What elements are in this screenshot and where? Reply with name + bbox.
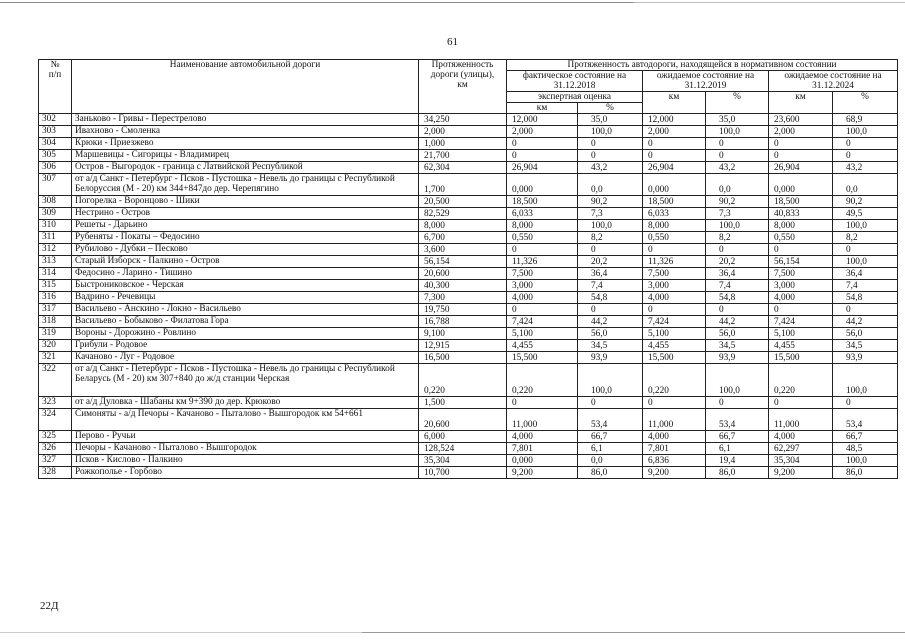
road-name-cell: Грибули - Родовое (72, 340, 419, 352)
header-road-name: Наименование автомобильной дороги (72, 60, 419, 114)
footer-code: 22Д (40, 600, 59, 612)
roads-table (38, 59, 898, 479)
actual-km-cell: 18,500 (507, 196, 578, 208)
table-row (39, 162, 898, 174)
road-name-cell: Быстрониковское - Черская (72, 280, 419, 292)
road-name-cell: Печоры - Качаново - Пыталово - Вышгородок (72, 443, 419, 455)
table-row (39, 364, 898, 397)
road-length-cell: 128,524 (419, 443, 507, 455)
road-name-cell: Качаново - Луг - Родовое (72, 352, 419, 364)
actual-km-cell: 3,000 (507, 280, 578, 292)
road-length-cell: 3,600 (419, 244, 507, 256)
expected-2019-pct-cell: 19,4 (706, 455, 769, 467)
road-length-cell: 1,700 (419, 174, 507, 196)
row-number-cell: 321 (39, 352, 72, 364)
page-number: 61 (447, 36, 458, 48)
row-number-cell: 324 (39, 409, 72, 431)
expected-2019-km-cell: 5,100 (643, 328, 706, 340)
expected-2024-km-cell: 9,200 (769, 467, 833, 479)
actual-km-cell: 7,801 (507, 443, 578, 455)
expected-2019-km-cell: 15,500 (643, 352, 706, 364)
table-row (39, 409, 898, 431)
header-actual-2018: фактическое состояние на 31.12.2018 (507, 71, 643, 92)
expected-2024-km-cell: 0,000 (769, 174, 833, 196)
expected-2024-km-cell: 18,500 (769, 196, 833, 208)
table-row (39, 232, 898, 244)
row-number-cell: 310 (39, 220, 72, 232)
road-length-cell: 82,529 (419, 208, 507, 220)
road-name-cell: Васильево - Бобыково - Филатова Гора (72, 316, 419, 328)
row-number-cell: 306 (39, 162, 72, 174)
expected-2024-km-cell: 3,000 (769, 280, 833, 292)
road-name-cell: Маршевицы - Сигорицы - Владимирец (72, 150, 419, 162)
actual-pct-cell: 100,0 (578, 364, 643, 397)
road-name-cell: Вадрино - Речевицы (72, 292, 419, 304)
table-row (39, 196, 898, 208)
row-number-cell: 308 (39, 196, 72, 208)
header-pct-2019: % (706, 92, 769, 114)
expected-2019-km-cell: 12,000 (643, 114, 706, 126)
row-number-cell: 323 (39, 397, 72, 409)
expected-2024-pct-cell: 68,9 (833, 114, 898, 126)
actual-km-cell: 4,455 (507, 340, 578, 352)
expected-2024-pct-cell: 100,0 (833, 126, 898, 138)
actual-pct-cell: 54,8 (578, 292, 643, 304)
expected-2019-pct-cell: 54,8 (706, 292, 769, 304)
expected-2019-km-cell: 8,000 (643, 220, 706, 232)
road-length-cell: 21,700 (419, 150, 507, 162)
table-row (39, 340, 898, 352)
road-name-cell: Рубилово - Дубки – Песково (72, 244, 419, 256)
actual-pct-cell: 36,4 (578, 268, 643, 280)
expected-2019-pct-cell: 0 (706, 244, 769, 256)
expected-2024-pct-cell: 0 (833, 244, 898, 256)
expected-2024-km-cell: 7,500 (769, 268, 833, 280)
expected-2024-pct-cell: 100,0 (833, 364, 898, 397)
actual-pct-cell: 0 (578, 304, 643, 316)
expected-2024-km-cell: 5,100 (769, 328, 833, 340)
expected-2024-pct-cell: 100,0 (833, 455, 898, 467)
road-length-cell: 40,300 (419, 280, 507, 292)
actual-pct-cell: 35,0 (578, 114, 643, 126)
table-row (39, 268, 898, 280)
actual-pct-cell: 90,2 (578, 196, 643, 208)
row-number-cell: 314 (39, 268, 72, 280)
row-number-cell: 325 (39, 431, 72, 443)
actual-pct-cell: 8,2 (578, 232, 643, 244)
road-name-cell: Старый Изборск - Палкино - Остров (72, 256, 419, 268)
actual-km-cell: 0,220 (507, 364, 578, 397)
table-row (39, 244, 898, 256)
expected-2019-pct-cell: 93,9 (706, 352, 769, 364)
row-number-cell: 319 (39, 328, 72, 340)
road-name-cell: Заньково - Гривы - Перестрелово (72, 114, 419, 126)
table-row (39, 443, 898, 455)
road-length-cell: 10,700 (419, 467, 507, 479)
expected-2024-pct-cell: 86,0 (833, 467, 898, 479)
actual-km-cell: 7,424 (507, 316, 578, 328)
expected-2019-pct-cell: 53,4 (706, 409, 769, 431)
table-row (39, 304, 898, 316)
expected-2024-pct-cell: 7,4 (833, 280, 898, 292)
road-length-cell: 7,300 (419, 292, 507, 304)
actual-pct-cell: 53,4 (578, 409, 643, 431)
actual-km-cell: 0 (507, 150, 578, 162)
road-length-cell: 34,250 (419, 114, 507, 126)
header-pct-2018: % (578, 103, 643, 114)
actual-km-cell: 5,100 (507, 328, 578, 340)
road-name-cell: Рубеняты - Покаты – Федосино (72, 232, 419, 244)
expected-2019-km-cell: 18,500 (643, 196, 706, 208)
expected-2019-km-cell: 2,000 (643, 126, 706, 138)
header-km-2024: км (769, 92, 833, 114)
header-expected-2024: ожидаемое состояние на 31.12.2024 (769, 71, 898, 92)
expected-2019-km-cell: 9,200 (643, 467, 706, 479)
expected-2024-pct-cell: 36,4 (833, 268, 898, 280)
road-length-cell: 12,915 (419, 340, 507, 352)
expected-2019-km-cell: 0,000 (643, 174, 706, 196)
header-expected-2019: ожидаемое состояние на 31.12.2019 (643, 71, 769, 92)
actual-km-cell: 0 (507, 397, 578, 409)
road-length-cell: 19,750 (419, 304, 507, 316)
expected-2019-km-cell: 11,326 (643, 256, 706, 268)
row-number-cell: 303 (39, 126, 72, 138)
row-number-cell: 309 (39, 208, 72, 220)
road-name-cell: Остров - Выгородок - граница с Латвийской Республикой (72, 162, 419, 174)
road-length-cell: 9,100 (419, 328, 507, 340)
row-number-cell: 318 (39, 316, 72, 328)
actual-pct-cell: 6,1 (578, 443, 643, 455)
expected-2019-pct-cell: 0 (706, 150, 769, 162)
actual-pct-cell: 100,0 (578, 126, 643, 138)
expected-2024-km-cell: 26,904 (769, 162, 833, 174)
table-row (39, 208, 898, 220)
actual-pct-cell: 7,3 (578, 208, 643, 220)
row-number-cell: 327 (39, 455, 72, 467)
table-row (39, 316, 898, 328)
header-expert-estimate: экспертная оценка (507, 92, 643, 103)
expected-2019-km-cell: 4,455 (643, 340, 706, 352)
expected-2024-km-cell: 4,455 (769, 340, 833, 352)
expected-2024-pct-cell: 0 (833, 150, 898, 162)
expected-2019-pct-cell: 6,1 (706, 443, 769, 455)
actual-pct-cell: 0 (578, 150, 643, 162)
expected-2024-km-cell: 0 (769, 397, 833, 409)
road-length-cell: 20,600 (419, 268, 507, 280)
table-row (39, 397, 898, 409)
road-length-cell: 2,000 (419, 126, 507, 138)
actual-pct-cell: 44,2 (578, 316, 643, 328)
expected-2019-km-cell: 0 (643, 138, 706, 150)
expected-2019-km-cell: 6,836 (643, 455, 706, 467)
road-length-cell: 20,600 (419, 409, 507, 431)
expected-2019-pct-cell: 20,2 (706, 256, 769, 268)
expected-2024-pct-cell: 43,2 (833, 162, 898, 174)
expected-2019-pct-cell: 90,2 (706, 196, 769, 208)
expected-2019-km-cell: 6,033 (643, 208, 706, 220)
expected-2019-pct-cell: 0 (706, 304, 769, 316)
actual-km-cell: 11,000 (507, 409, 578, 431)
row-number-cell: 315 (39, 280, 72, 292)
expected-2019-pct-cell: 43,2 (706, 162, 769, 174)
expected-2024-pct-cell: 0 (833, 138, 898, 150)
expected-2024-km-cell: 7,424 (769, 316, 833, 328)
expected-2024-km-cell: 23,600 (769, 114, 833, 126)
actual-pct-cell: 0 (578, 397, 643, 409)
actual-km-cell: 0 (507, 244, 578, 256)
actual-pct-cell: 56,0 (578, 328, 643, 340)
road-length-cell: 6,700 (419, 232, 507, 244)
table-row (39, 280, 898, 292)
road-name-cell: Решеты - Дарьино (72, 220, 419, 232)
actual-km-cell: 12,000 (507, 114, 578, 126)
table-row (39, 467, 898, 479)
header-length: Протяженность дороги (улицы), км (419, 60, 507, 114)
row-number-cell: 328 (39, 467, 72, 479)
expected-2019-km-cell: 7,424 (643, 316, 706, 328)
actual-pct-cell: 7,4 (578, 280, 643, 292)
expected-2019-km-cell: 0 (643, 244, 706, 256)
bottom-border-line (0, 632, 905, 633)
expected-2019-pct-cell: 100,0 (706, 364, 769, 397)
expected-2019-pct-cell: 66,7 (706, 431, 769, 443)
expected-2024-km-cell: 0 (769, 150, 833, 162)
road-name-cell: Вороны - Дорожино - Ровлино (72, 328, 419, 340)
table-row (39, 256, 898, 268)
actual-pct-cell: 86,0 (578, 467, 643, 479)
actual-km-cell: 0,000 (507, 174, 578, 196)
header-norm-group: Протяженность автодороги, находящейся в нормативном состоянии (507, 60, 898, 71)
table-row (39, 126, 898, 138)
actual-pct-cell: 0,0 (578, 174, 643, 196)
road-length-cell: 1,500 (419, 397, 507, 409)
expected-2019-pct-cell: 86,0 (706, 467, 769, 479)
expected-2024-pct-cell: 100,0 (833, 220, 898, 232)
expected-2024-pct-cell: 8,2 (833, 232, 898, 244)
actual-km-cell: 4,000 (507, 292, 578, 304)
road-name-cell: Рожкопольe - Горбово (72, 467, 419, 479)
expected-2024-km-cell: 62,297 (769, 443, 833, 455)
expected-2019-km-cell: 3,000 (643, 280, 706, 292)
expected-2019-pct-cell: 100,0 (706, 220, 769, 232)
road-name-cell: Погорелка - Воронцово - Шики (72, 196, 419, 208)
road-length-cell: 8,000 (419, 220, 507, 232)
table-row (39, 292, 898, 304)
expected-2019-km-cell: 0 (643, 304, 706, 316)
road-name-cell: от а/д Санкт - Петербург - Псков - Пустошка - Невель до границы с Республикой Беларусь (М - 20) км 307+840 до ж/д станции Черская (72, 364, 419, 397)
expected-2024-pct-cell: 100,0 (833, 256, 898, 268)
top-border-line (0, 2, 905, 3)
expected-2019-pct-cell: 0,0 (706, 174, 769, 196)
expected-2019-pct-cell: 0 (706, 397, 769, 409)
road-name-cell: от а/д Дуловка - Шабаны км 9+390 до дер. Крюково (72, 397, 419, 409)
expected-2024-km-cell: 0 (769, 138, 833, 150)
expected-2024-pct-cell: 53,4 (833, 409, 898, 431)
expected-2019-pct-cell: 56,0 (706, 328, 769, 340)
expected-2019-km-cell: 7,801 (643, 443, 706, 455)
road-length-cell: 16,500 (419, 352, 507, 364)
road-length-cell: 20,500 (419, 196, 507, 208)
expected-2024-km-cell: 8,000 (769, 220, 833, 232)
table-row (39, 114, 898, 126)
expected-2024-pct-cell: 56,0 (833, 328, 898, 340)
expected-2019-pct-cell: 0 (706, 138, 769, 150)
expected-2019-km-cell: 0,220 (643, 364, 706, 397)
expected-2024-pct-cell: 0,0 (833, 174, 898, 196)
expected-2019-pct-cell: 7,3 (706, 208, 769, 220)
actual-pct-cell: 0 (578, 138, 643, 150)
expected-2024-km-cell: 35,304 (769, 455, 833, 467)
actual-km-cell: 0 (507, 138, 578, 150)
expected-2024-km-cell: 0,220 (769, 364, 833, 397)
table-row (39, 150, 898, 162)
road-length-cell: 1,000 (419, 138, 507, 150)
road-name-cell: Симоняты - а/д Печоры - Качаново - Пыталово - Вышгородок км 54+661 (72, 409, 419, 431)
actual-pct-cell: 93,9 (578, 352, 643, 364)
expected-2024-pct-cell: 90,2 (833, 196, 898, 208)
road-name-cell: Васильево - Анскино - Локно - Васильево (72, 304, 419, 316)
road-name-cell: Федосино - Ларино - Тишино (72, 268, 419, 280)
expected-2019-km-cell: 0 (643, 150, 706, 162)
actual-km-cell: 11,326 (507, 256, 578, 268)
actual-km-cell: 0,550 (507, 232, 578, 244)
road-length-cell: 16,788 (419, 316, 507, 328)
road-name-cell: Крюки - Приезжево (72, 138, 419, 150)
table-body (39, 114, 898, 479)
expected-2019-km-cell: 7,500 (643, 268, 706, 280)
actual-km-cell: 7,500 (507, 268, 578, 280)
actual-pct-cell: 34,5 (578, 340, 643, 352)
header-num: № п/п (39, 60, 72, 114)
road-length-cell: 56,154 (419, 256, 507, 268)
expected-2019-pct-cell: 100,0 (706, 126, 769, 138)
road-name-cell: от а/д Санкт - Петербург - Псков - Пустошка - Невель до границы с Республикой Белоруссия (М - 20) км 344+847до дер. Черепягино (72, 174, 419, 196)
expected-2024-km-cell: 56,154 (769, 256, 833, 268)
row-number-cell: 311 (39, 232, 72, 244)
road-length-cell: 6,000 (419, 431, 507, 443)
row-number-cell: 313 (39, 256, 72, 268)
expected-2019-km-cell: 0,550 (643, 232, 706, 244)
road-name-cell: Нестрино - Остров (72, 208, 419, 220)
expected-2024-km-cell: 0 (769, 304, 833, 316)
expected-2019-pct-cell: 36,4 (706, 268, 769, 280)
road-length-cell: 62,304 (419, 162, 507, 174)
actual-pct-cell: 43,2 (578, 162, 643, 174)
expected-2024-km-cell: 2,000 (769, 126, 833, 138)
expected-2019-pct-cell: 34,5 (706, 340, 769, 352)
actual-km-cell: 8,000 (507, 220, 578, 232)
expected-2024-km-cell: 4,000 (769, 292, 833, 304)
expected-2024-km-cell: 0,550 (769, 232, 833, 244)
expected-2019-km-cell: 26,904 (643, 162, 706, 174)
row-number-cell: 317 (39, 304, 72, 316)
expected-2019-pct-cell: 7,4 (706, 280, 769, 292)
table-row (39, 328, 898, 340)
actual-km-cell: 0 (507, 304, 578, 316)
expected-2024-pct-cell: 0 (833, 304, 898, 316)
expected-2024-pct-cell: 93,9 (833, 352, 898, 364)
expected-2024-km-cell: 4,000 (769, 431, 833, 443)
actual-km-cell: 4,000 (507, 431, 578, 443)
expected-2024-pct-cell: 66,7 (833, 431, 898, 443)
actual-pct-cell: 0,0 (578, 455, 643, 467)
expected-2019-km-cell: 0 (643, 397, 706, 409)
expected-2019-km-cell: 4,000 (643, 292, 706, 304)
header-km-2019: км (643, 92, 706, 114)
row-number-cell: 320 (39, 340, 72, 352)
actual-km-cell: 0,000 (507, 455, 578, 467)
road-length-cell: 35,304 (419, 455, 507, 467)
actual-km-cell: 9,200 (507, 467, 578, 479)
expected-2024-pct-cell: 48,5 (833, 443, 898, 455)
road-name-cell: Перово - Ручьи (72, 431, 419, 443)
table-row (39, 138, 898, 150)
road-length-cell: 0,220 (419, 364, 507, 397)
actual-km-cell: 6,033 (507, 208, 578, 220)
expected-2024-km-cell: 11,000 (769, 409, 833, 431)
actual-pct-cell: 20,2 (578, 256, 643, 268)
expected-2024-pct-cell: 49,5 (833, 208, 898, 220)
row-number-cell: 322 (39, 364, 72, 397)
expected-2024-pct-cell: 0 (833, 397, 898, 409)
table-row (39, 455, 898, 467)
actual-pct-cell: 100,0 (578, 220, 643, 232)
row-number-cell: 307 (39, 174, 72, 196)
table-row (39, 174, 898, 196)
expected-2024-km-cell: 0 (769, 244, 833, 256)
actual-pct-cell: 66,7 (578, 431, 643, 443)
expected-2019-km-cell: 4,000 (643, 431, 706, 443)
road-name-cell: Псков - Кислово - Палкино (72, 455, 419, 467)
row-number-cell: 312 (39, 244, 72, 256)
table-row (39, 431, 898, 443)
expected-2019-km-cell: 11,000 (643, 409, 706, 431)
table-row (39, 220, 898, 232)
expected-2024-pct-cell: 34,5 (833, 340, 898, 352)
expected-2019-pct-cell: 44,2 (706, 316, 769, 328)
row-number-cell: 304 (39, 138, 72, 150)
expected-2024-km-cell: 15,500 (769, 352, 833, 364)
header-pct-2024: % (833, 92, 898, 114)
actual-pct-cell: 0 (578, 244, 643, 256)
table-row (39, 352, 898, 364)
row-number-cell: 326 (39, 443, 72, 455)
row-number-cell: 305 (39, 150, 72, 162)
actual-km-cell: 15,500 (507, 352, 578, 364)
expected-2019-pct-cell: 35,0 (706, 114, 769, 126)
expected-2019-pct-cell: 8,2 (706, 232, 769, 244)
expected-2024-pct-cell: 44,2 (833, 316, 898, 328)
row-number-cell: 316 (39, 292, 72, 304)
actual-km-cell: 2,000 (507, 126, 578, 138)
road-name-cell: Ивахново - Смоленка (72, 126, 419, 138)
header-km-2018: км (507, 103, 578, 114)
expected-2024-pct-cell: 54,8 (833, 292, 898, 304)
expected-2024-km-cell: 40,833 (769, 208, 833, 220)
actual-km-cell: 26,904 (507, 162, 578, 174)
row-number-cell: 302 (39, 114, 72, 126)
